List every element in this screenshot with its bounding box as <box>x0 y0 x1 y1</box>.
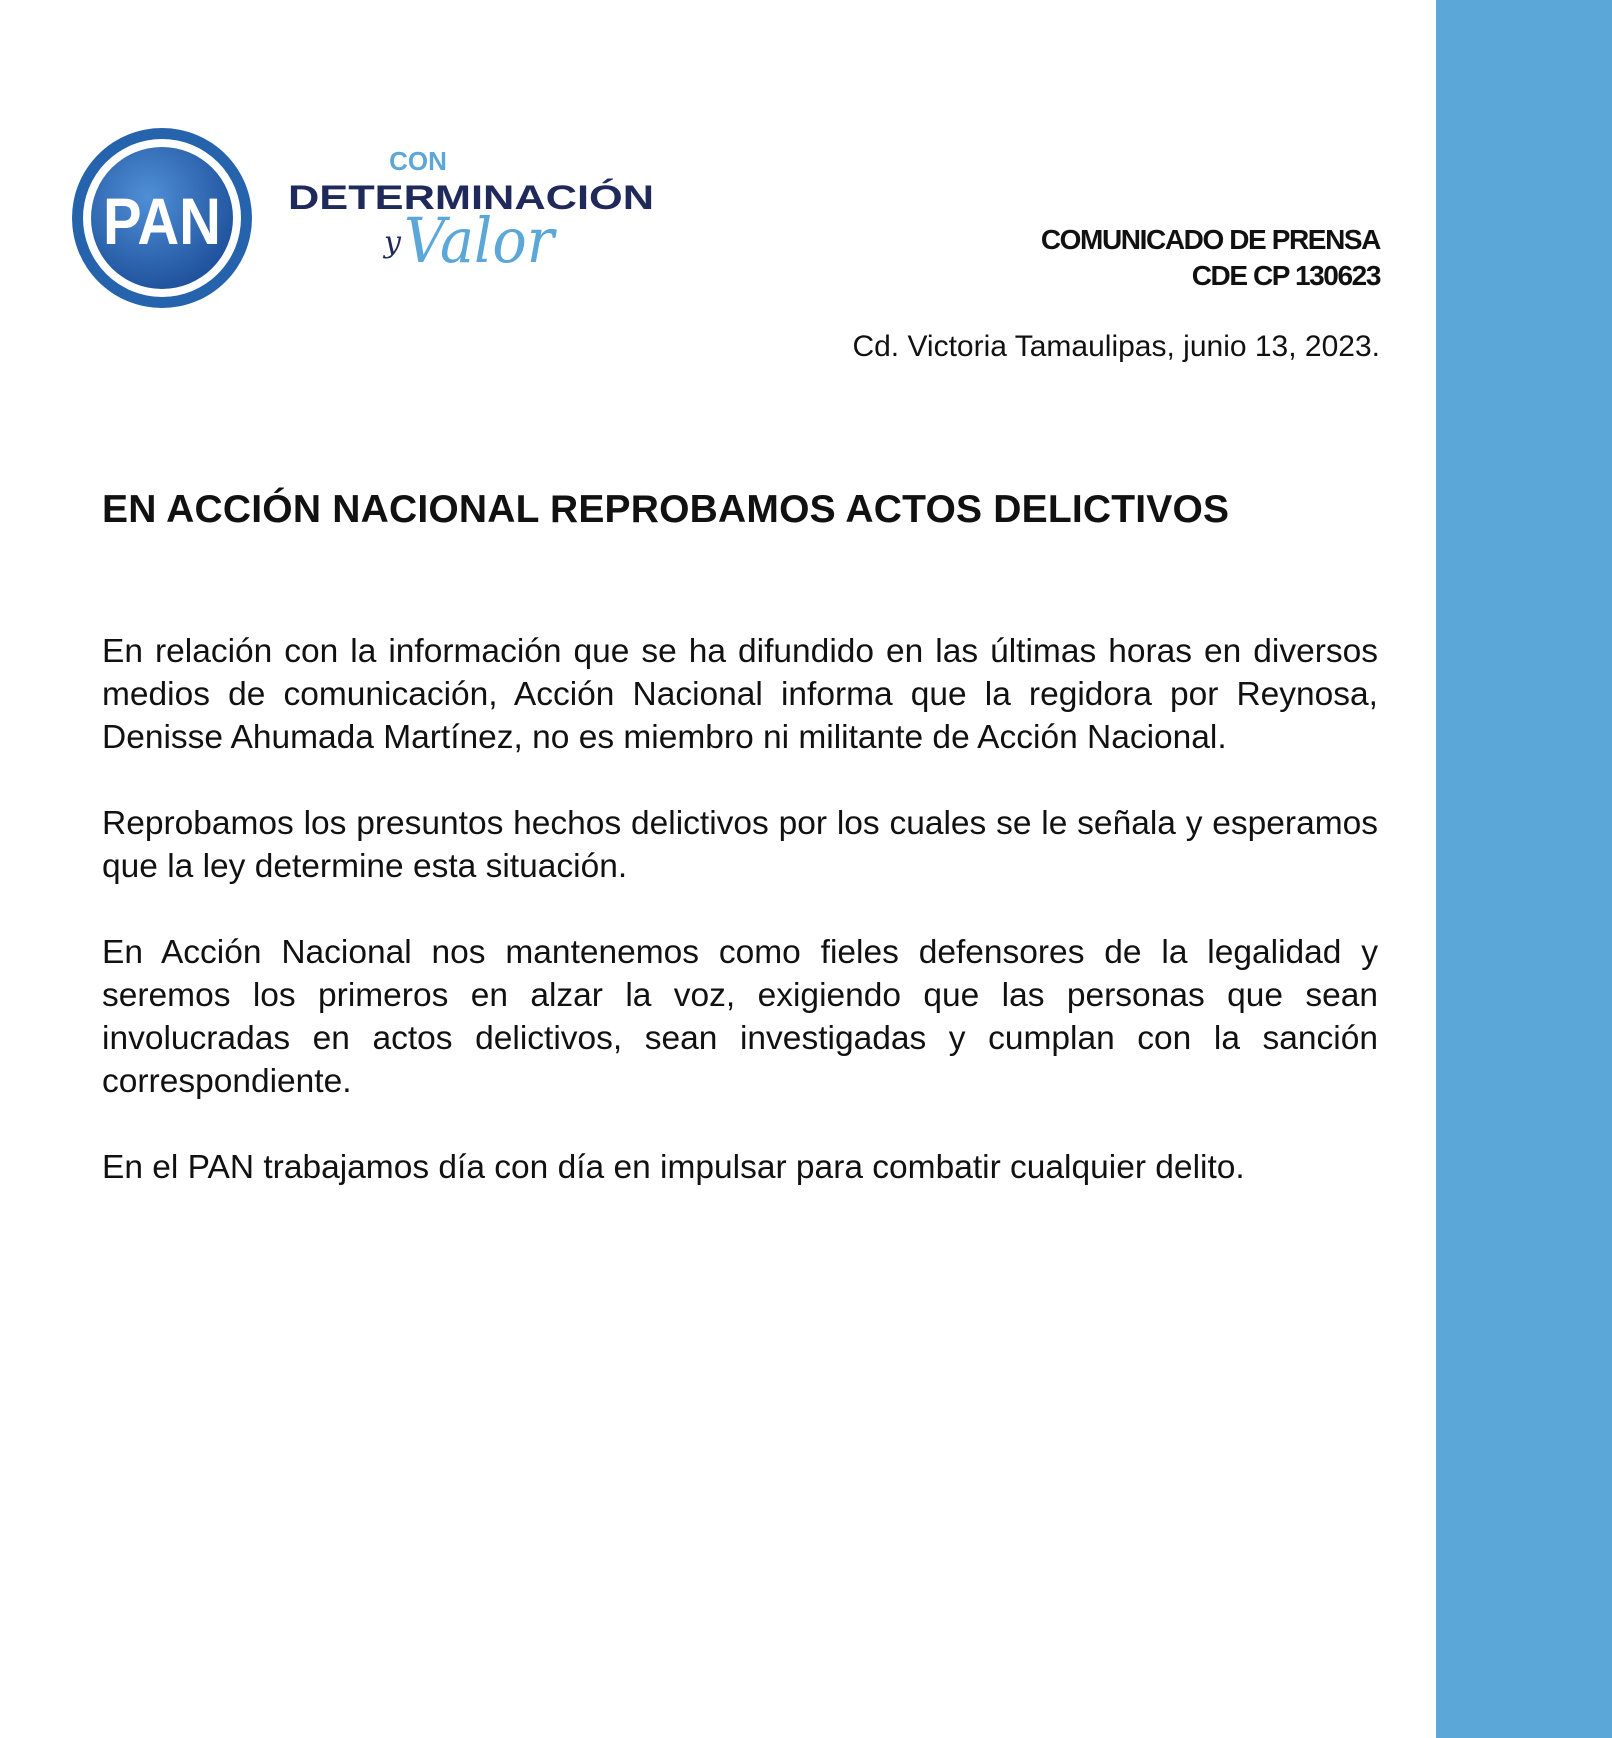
dateline: Cd. Victoria Tamaulipas, junio 13, 2023. <box>852 330 1380 363</box>
pan-logo <box>70 126 254 310</box>
side-color-band <box>1436 0 1612 1738</box>
slogan-determinacion: DETERMINACIÓN <box>288 179 654 217</box>
headline: EN ACCIÓN NACIONAL REPROBAMOS ACTOS DELICTIVOS <box>102 488 1230 531</box>
slogan-con: CON <box>389 146 447 176</box>
paragraph: En relación con la información que se ha difundido en las últimas horas en diversos medios de comunicación, Acción Nacional informa que la regidora por Reynosa, Denisse Ahumada Martínez, no es miembro ni militante de Acción Nacional. <box>102 633 1378 756</box>
paragraph: Reprobamos los presuntos hechos delictivos por los cuales se le señala y esperamos que la ley determine esta situación. <box>102 805 1378 885</box>
paragraph: En el PAN trabajamos día con día en impulsar para combatir cualquier delito. <box>102 1149 1245 1186</box>
pan-logo-text: PAN <box>103 184 221 258</box>
document-code: CDE CP 130623 <box>1191 260 1380 291</box>
slogan-logo <box>286 140 666 290</box>
document-type-block <box>1041 222 1380 294</box>
slogan-y: y <box>384 225 401 260</box>
paragraph: En Acción Nacional nos mantenemos como fieles defensores de la legalidad y seremos los primeros en alzar la voz, exigiendo que las personas que sean involucradas en actos delictivos, sean investigadas y cumplan con la sanción correspondiente. <box>102 934 1378 1100</box>
press-release-body <box>102 630 1378 1232</box>
slogan-valor: Valor <box>404 204 558 277</box>
document-type: COMUNICADO DE PRENSA <box>1040 224 1380 255</box>
